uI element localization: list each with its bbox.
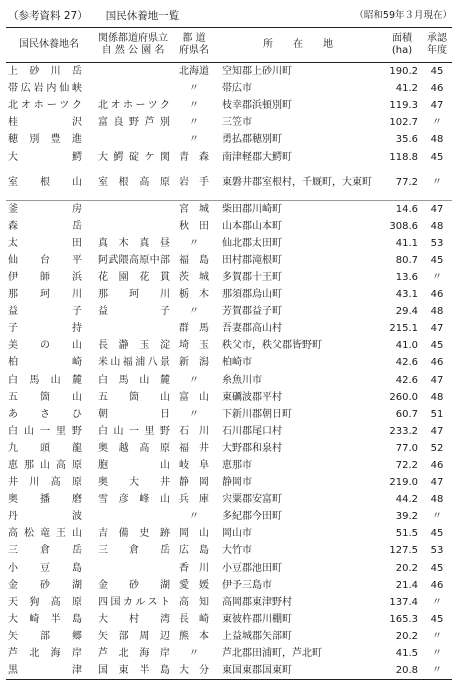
table-row	[6, 440, 452, 457]
resort-name: 奥 播 磨	[8, 494, 82, 506]
resort-name: 小 豆 島	[8, 562, 82, 574]
table-row	[6, 148, 452, 165]
table-row	[6, 269, 452, 286]
approval-year: 〃	[432, 117, 442, 129]
approval-year: 〃	[432, 648, 442, 660]
area-ha: 137.4	[389, 596, 418, 608]
prefecture: 新 潟	[179, 357, 209, 369]
resort-name: 恵那山高原	[8, 460, 82, 472]
approval-year: 〃	[432, 271, 442, 283]
approval-year: 51	[430, 408, 444, 420]
approval-year: 47	[430, 374, 444, 386]
area-ha: 215.1	[389, 323, 418, 335]
location: 高岡郡東津野村	[222, 596, 292, 608]
area-ha: 190.2	[389, 66, 418, 78]
resort-name: 美 の 山	[8, 340, 82, 352]
resort-name: 井川高原	[8, 477, 82, 489]
location: 柴田郡川崎町	[214, 200, 382, 218]
resort-name: 北オホーツク	[8, 100, 82, 112]
location: 吾妻郡高山村	[222, 323, 282, 335]
location: 小豆郡池田町	[222, 562, 282, 574]
approval-year: 53	[430, 237, 444, 249]
park-name: 北オホーツク	[98, 100, 170, 112]
park-name	[92, 80, 174, 97]
prefecture: 〃	[189, 83, 199, 95]
table-row	[6, 508, 452, 525]
area-ha: 165.3	[389, 613, 418, 625]
area-ha: 41.2	[395, 83, 418, 95]
location: 下新川郡朝日町	[222, 408, 292, 420]
approval-year: 45	[430, 613, 444, 625]
location: 恵那市	[222, 460, 252, 472]
park-name	[92, 131, 174, 148]
park-name	[92, 560, 174, 577]
park-name: 国東半島	[92, 662, 174, 680]
approval-year: 53	[430, 545, 444, 557]
table-row	[6, 80, 452, 97]
resort-name: 桂 沢	[8, 117, 82, 129]
location: 東国東郡国東町	[214, 662, 382, 680]
approval-year: 48	[430, 134, 444, 146]
resort-name: 高松竜王山	[8, 528, 82, 540]
park-name: 胞山	[98, 460, 170, 472]
area-ha: 233.2	[389, 425, 418, 437]
prefecture: 香 川	[179, 562, 209, 574]
prefecture: 北海道	[179, 66, 209, 78]
park-name: 金砂湖	[98, 579, 170, 591]
table-row	[6, 337, 452, 354]
table-row	[6, 560, 452, 577]
table-row	[6, 320, 452, 337]
location: 東礪波郡平村	[222, 391, 282, 403]
prefecture: 広 島	[179, 545, 209, 557]
park-name	[92, 218, 174, 235]
location: 芦北郡田浦町，芦北町	[222, 648, 322, 660]
park-name: 米山福浦八景	[98, 357, 170, 369]
location: 勇払郡穂別町	[222, 134, 282, 146]
page-header	[8, 8, 452, 24]
table-row	[6, 131, 452, 148]
table-row	[6, 525, 452, 542]
park-name	[92, 508, 174, 525]
prefecture: 埼 玉	[179, 340, 209, 352]
prefecture: 〃	[189, 511, 199, 523]
area-ha: 35.6	[395, 134, 418, 146]
area-ha: 308.6	[389, 220, 418, 232]
prefecture: 茨 城	[179, 271, 209, 283]
park-name: 吉備史跡	[98, 528, 170, 540]
resort-name: 芦 北 海 岸	[8, 648, 82, 660]
resort-name: 穂別豊進	[8, 134, 82, 146]
park-name: 真木真昼	[98, 237, 170, 249]
prefecture: 熊 本	[179, 630, 209, 642]
table-row	[6, 200, 452, 218]
approval-year: 47	[422, 200, 452, 218]
area-ha: 42.6	[395, 357, 418, 369]
prefecture: 〃	[189, 237, 199, 249]
resort-name: 大 崎 半 島	[8, 613, 82, 625]
approval-year: 47	[430, 477, 444, 489]
area-ha: 119.3	[389, 100, 418, 112]
header-location: 所 在 地	[214, 28, 382, 63]
location: 多賀郡十王町	[222, 271, 282, 283]
resort-name: あ さ ひ	[8, 408, 82, 420]
table-row	[6, 457, 452, 474]
location: 南津軽郡大鰐町	[222, 151, 292, 163]
approval-year: 〃	[432, 511, 442, 523]
approval-year: 46	[430, 83, 444, 95]
location: 東磐井郡室根村，千厩町，大東町	[222, 177, 372, 189]
park-name: 芦北海岸	[98, 648, 170, 660]
area-ha: 77.2	[395, 177, 418, 189]
area-ha: 14.6	[382, 200, 422, 218]
table-row	[6, 594, 452, 611]
table-row	[6, 406, 452, 423]
approval-year: 45	[430, 528, 444, 540]
location: 宍粟郡安富町	[222, 494, 282, 506]
approval-year: 47	[430, 100, 444, 112]
table-body	[6, 63, 452, 680]
table-row	[6, 474, 452, 491]
resort-name: 室 根 山	[8, 177, 82, 189]
header-area: 面積 (ha)	[382, 28, 422, 63]
table-row	[6, 303, 452, 320]
prefecture: 兵 庫	[179, 494, 209, 506]
prefecture: 〃	[189, 374, 199, 386]
table-row	[6, 97, 452, 114]
resort-name: 黒 津	[6, 662, 92, 680]
area-ha: 41.0	[395, 340, 418, 352]
park-name: 四国カルスト	[98, 596, 170, 608]
park-name: 花園花貫	[98, 271, 170, 283]
table-row	[6, 235, 452, 252]
park-name: 大鰐碇ケ関	[98, 151, 170, 163]
approval-year: 〃	[422, 662, 452, 680]
area-ha: 118.8	[389, 151, 418, 163]
location: 三笠市	[222, 117, 252, 129]
resort-name: 那 珂 川	[8, 289, 82, 301]
prefecture: 愛 媛	[179, 579, 209, 591]
table-header-row	[6, 28, 452, 63]
location: 上益城郡矢部町	[222, 630, 292, 642]
area-ha: 77.0	[395, 442, 418, 454]
prefecture: 福 島	[179, 254, 209, 266]
approval-year: 48	[430, 306, 444, 318]
area-ha: 41.1	[395, 237, 418, 249]
table-row	[6, 286, 452, 303]
table-row	[6, 252, 452, 269]
park-name: 奥越高原	[98, 442, 170, 454]
prefecture: 〃	[189, 306, 199, 318]
prefecture: 岡 山	[179, 528, 209, 540]
resort-name: 帯広岩内仙峡	[8, 83, 82, 95]
prefecture: 群 馬	[179, 323, 209, 335]
area-ha: 20.2	[395, 562, 418, 574]
approval-year: 46	[430, 289, 444, 301]
area-ha: 21.4	[395, 579, 418, 591]
location: 帯広市	[222, 83, 252, 95]
area-ha: 80.7	[395, 254, 418, 266]
park-name: 富良野芦別	[98, 117, 170, 129]
as-of-date: （昭和59年３月現在）	[354, 10, 452, 21]
location: 仙北郡太田町	[222, 237, 282, 249]
area-ha: 20.8	[382, 662, 422, 680]
resort-name: 白山一里野	[8, 425, 82, 437]
table-row	[6, 491, 452, 508]
table-row	[6, 354, 452, 371]
location: 田村郡滝根町	[222, 254, 282, 266]
table-row	[6, 166, 452, 201]
prefecture: 岐 阜	[179, 460, 209, 472]
prefecture: 〃	[189, 408, 199, 420]
park-name	[92, 320, 174, 337]
approval-year: 46	[430, 460, 444, 472]
location: 大野郡和泉村	[222, 442, 282, 454]
area-ha: 39.2	[395, 511, 418, 523]
table-row	[6, 628, 452, 645]
park-name: 五箇山	[98, 391, 170, 403]
resort-name: 五 箇 山	[8, 391, 82, 403]
area-ha: 127.5	[389, 545, 418, 557]
park-name: 大村湾	[98, 613, 170, 625]
approval-year: 45	[430, 254, 444, 266]
resort-name: 仙 台 平	[8, 254, 82, 266]
park-name: 朝日	[98, 408, 170, 420]
resort-name: 上 砂 川 岳	[8, 66, 82, 78]
resort-name: 柏 崎	[8, 357, 82, 369]
table-row	[6, 645, 452, 662]
area-ha: 29.4	[395, 306, 418, 318]
area-ha: 60.7	[395, 408, 418, 420]
location: 秩父市，秩父郡皆野町	[222, 340, 322, 352]
prefecture: 高 知	[179, 596, 209, 608]
resort-name: 森 岳	[8, 220, 82, 232]
approval-year: 48	[430, 494, 444, 506]
park-name: 矢部周辺	[98, 630, 170, 642]
location: 柏崎市	[222, 357, 252, 369]
resort-name: 丹 波	[8, 511, 82, 523]
area-ha: 42.6	[395, 374, 418, 386]
area-ha: 219.0	[389, 477, 418, 489]
area-ha: 51.5	[395, 528, 418, 540]
prefecture: 栃 木	[179, 289, 209, 301]
location: 那須郡烏山町	[222, 289, 282, 301]
resort-name: 矢 部 郷	[8, 630, 82, 642]
location: 空知郡上砂川町	[222, 66, 292, 78]
location: 多紀郡今田町	[222, 511, 282, 523]
area-ha: 44.2	[395, 494, 418, 506]
resort-name: 益 子	[8, 306, 82, 318]
header-name: 国民休養地名	[6, 28, 92, 63]
table-row	[6, 114, 452, 131]
approval-year: 45	[430, 66, 444, 78]
prefecture: 静 岡	[179, 477, 209, 489]
park-name: 白山一里野	[98, 425, 170, 437]
location: 糸魚川市	[222, 374, 262, 386]
park-name	[92, 200, 174, 218]
park-name: 那珂川	[98, 289, 170, 301]
prefecture: 長 崎	[179, 613, 209, 625]
park-name: 雪彦峰山	[98, 494, 170, 506]
table-row	[6, 63, 452, 81]
prefecture: 秋 田	[179, 220, 209, 232]
resort-name: 釜 房	[6, 200, 92, 218]
table-row	[6, 611, 452, 628]
resort-name: 伊 師 浜	[8, 271, 82, 283]
park-name: 益子	[98, 306, 170, 318]
park-name: 長瀞玉淀	[98, 340, 170, 352]
location: 大竹市	[222, 545, 252, 557]
table-row	[6, 577, 452, 594]
resort-name: 天狗高原	[8, 596, 82, 608]
table-row	[6, 389, 452, 406]
approval-year: 〃	[432, 596, 442, 608]
location: 静岡市	[222, 477, 252, 489]
prefecture: 岩 手	[179, 177, 209, 189]
reference-number: （参考資料 27）	[8, 10, 88, 22]
approval-year: 48	[430, 220, 444, 232]
prefecture: 〃	[189, 134, 199, 146]
approval-year: 52	[430, 442, 444, 454]
approval-year: 45	[430, 562, 444, 574]
prefecture: 〃	[189, 117, 199, 129]
location: 枝幸郡浜頓別町	[222, 100, 292, 112]
prefecture: 〃	[189, 648, 199, 660]
prefecture: 石 川	[179, 425, 209, 437]
approval-year: 46	[430, 357, 444, 369]
area-ha: 102.7	[389, 117, 418, 129]
area-ha: 260.0	[389, 391, 418, 403]
area-ha: 41.5	[395, 648, 418, 660]
resort-name: 金 砂 湖	[8, 579, 82, 591]
prefecture: 青 森	[179, 151, 209, 163]
area-ha: 72.2	[395, 460, 418, 472]
area-ha: 13.6	[395, 271, 418, 283]
resort-name: 白馬山麓	[8, 374, 82, 386]
location: 芳賀郡益子町	[222, 306, 282, 318]
approval-year: 47	[430, 425, 444, 437]
park-name: 三倉岳	[98, 545, 170, 557]
prefecture: 宮 城	[174, 200, 214, 218]
table-row	[6, 423, 452, 440]
approval-year: 〃	[432, 177, 442, 189]
prefecture: 大 分	[174, 662, 214, 680]
page-title	[8, 8, 179, 24]
resort-name: 太 田	[8, 237, 82, 249]
prefecture: 富 山	[179, 391, 209, 403]
prefecture: 〃	[189, 100, 199, 112]
approval-year: 48	[430, 391, 444, 403]
resort-table	[6, 27, 452, 680]
header-pref: 都 道 府県名	[174, 28, 214, 63]
park-name: 奥大井	[98, 477, 170, 489]
resort-name: 九 頭 龍	[8, 442, 82, 454]
table-row	[6, 542, 452, 559]
park-name: 室根高原	[98, 177, 170, 189]
location: 岡山市	[222, 528, 252, 540]
resort-name: 子 持	[8, 323, 82, 335]
approval-year: 46	[430, 579, 444, 591]
park-name: 白馬山麓	[98, 374, 170, 386]
location: 石川郡尾口村	[222, 425, 282, 437]
area-ha: 43.1	[395, 289, 418, 301]
location: 山本郡山本町	[222, 220, 282, 232]
approval-year: 〃	[432, 630, 442, 642]
park-name: 阿武隈高原中部	[98, 254, 170, 266]
table-title: 国民休養地一覧	[105, 10, 180, 22]
resort-name: 大 鰐	[8, 151, 82, 163]
area-ha: 20.2	[395, 630, 418, 642]
table-row	[6, 662, 452, 680]
prefecture: 福 井	[179, 442, 209, 454]
table-row	[6, 218, 452, 235]
header-park: 関係都道府県立 自 然 公 園 名	[92, 28, 174, 63]
park-name	[92, 63, 174, 81]
location: 東彼杵郡川棚町	[222, 613, 292, 625]
approval-year: 45	[430, 151, 444, 163]
approval-year: 45	[430, 340, 444, 352]
header-year: 承認 年度	[422, 28, 452, 63]
location: 伊予三島市	[222, 579, 272, 591]
table-row	[6, 372, 452, 389]
resort-name: 三 倉 岳	[8, 545, 82, 557]
approval-year: 47	[430, 323, 444, 335]
